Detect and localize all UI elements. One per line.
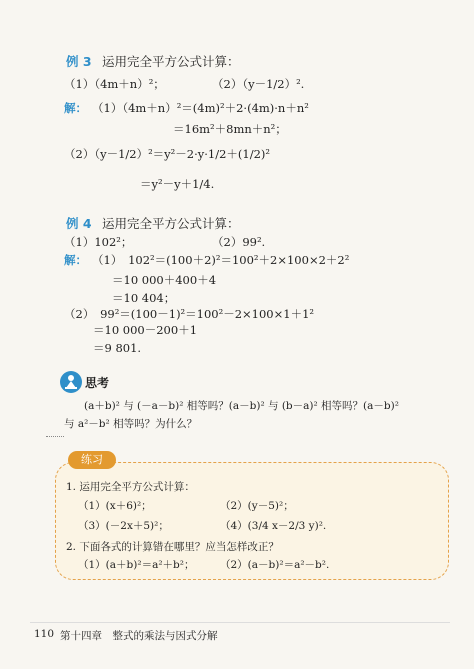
exercise-problem-1-3: （3）(－2x＋5)²； bbox=[78, 520, 169, 532]
example-3-solution-2b: ＝y²－y＋1/4. bbox=[140, 177, 215, 191]
example-3-solution-label: 解： bbox=[64, 101, 87, 115]
exercise-tab: 练习 bbox=[68, 451, 116, 469]
page-number: 110 bbox=[34, 628, 55, 640]
exercise-problem-2: 2. 下面各式的计算错在哪里？应当怎样改正？ bbox=[66, 541, 279, 553]
example-4-label: 例 4 bbox=[66, 216, 92, 231]
exercise-problem-2-2: （2）(a－b)²＝a²－b². bbox=[220, 559, 330, 571]
example-4-solution-2c: ＝9 801. bbox=[93, 341, 142, 355]
example-3-solution-1a: （1）（4m＋n）²＝(4m)²＋2·(4m)·n＋n² bbox=[92, 101, 309, 115]
think-title: 思考 bbox=[85, 376, 110, 390]
example-4-solution-2b: ＝10 000－200＋1 bbox=[93, 323, 198, 337]
chapter-title: 第十四章 整式的乘法与因式分解 bbox=[60, 630, 218, 642]
exercise-problem-2-1: （1）(a＋b)²＝a²＋b²； bbox=[78, 559, 195, 571]
example-3-heading: 运用完全平方公式计算： bbox=[102, 54, 240, 69]
example-3-label: 例 3 bbox=[66, 54, 92, 69]
exercise-problem-1-4: （4）(3/4 x－2/3 y)². bbox=[220, 520, 327, 532]
footer-rule bbox=[30, 622, 450, 623]
example-3-question-2: （2）（y－1/2）². bbox=[212, 77, 305, 91]
think-line-1: (a＋b)² 与 (－a－b)² 相等吗？(a－b)² 与 (b－a)² 相等吗？(a－b)² bbox=[84, 400, 399, 412]
exercise-problem-1: 1. 运用完全平方公式计算： bbox=[66, 481, 195, 493]
exercise-problem-1-2: （2）(y－5)²； bbox=[220, 500, 294, 512]
example-3-question-1: （1）（4m＋n）²； bbox=[64, 77, 165, 91]
divider bbox=[46, 436, 64, 437]
example-4-solution-1c: ＝10 404； bbox=[112, 291, 176, 305]
example-4-solution-2a: （2） 99²＝(100－1)²＝100²－2×100×1＋1² bbox=[64, 307, 315, 321]
think-line-2: 与 a²－b² 相等吗？为什么？ bbox=[64, 418, 198, 430]
example-3-solution-1b: ＝16m²＋8mn＋n²； bbox=[173, 122, 287, 136]
example-3-solution-2a: （2）（y－1/2）²＝y²－2·y·1/2＋(1/2)² bbox=[64, 147, 271, 161]
example-4-solution-label: 解： bbox=[64, 253, 87, 267]
example-4-question-1: （1）102²； bbox=[64, 235, 133, 249]
example-4-solution-1a: （1） 102²＝(100＋2)²＝100²＋2×100×2＋2² bbox=[92, 253, 350, 267]
example-4-heading: 运用完全平方公式计算： bbox=[102, 216, 240, 231]
example-4-solution-1b: ＝10 000＋400＋4 bbox=[112, 273, 217, 287]
example-4-question-2: （2）99². bbox=[212, 235, 266, 249]
exercise-problem-1-1: （1）(x＋6)²； bbox=[78, 500, 152, 512]
think-icon bbox=[60, 371, 82, 393]
